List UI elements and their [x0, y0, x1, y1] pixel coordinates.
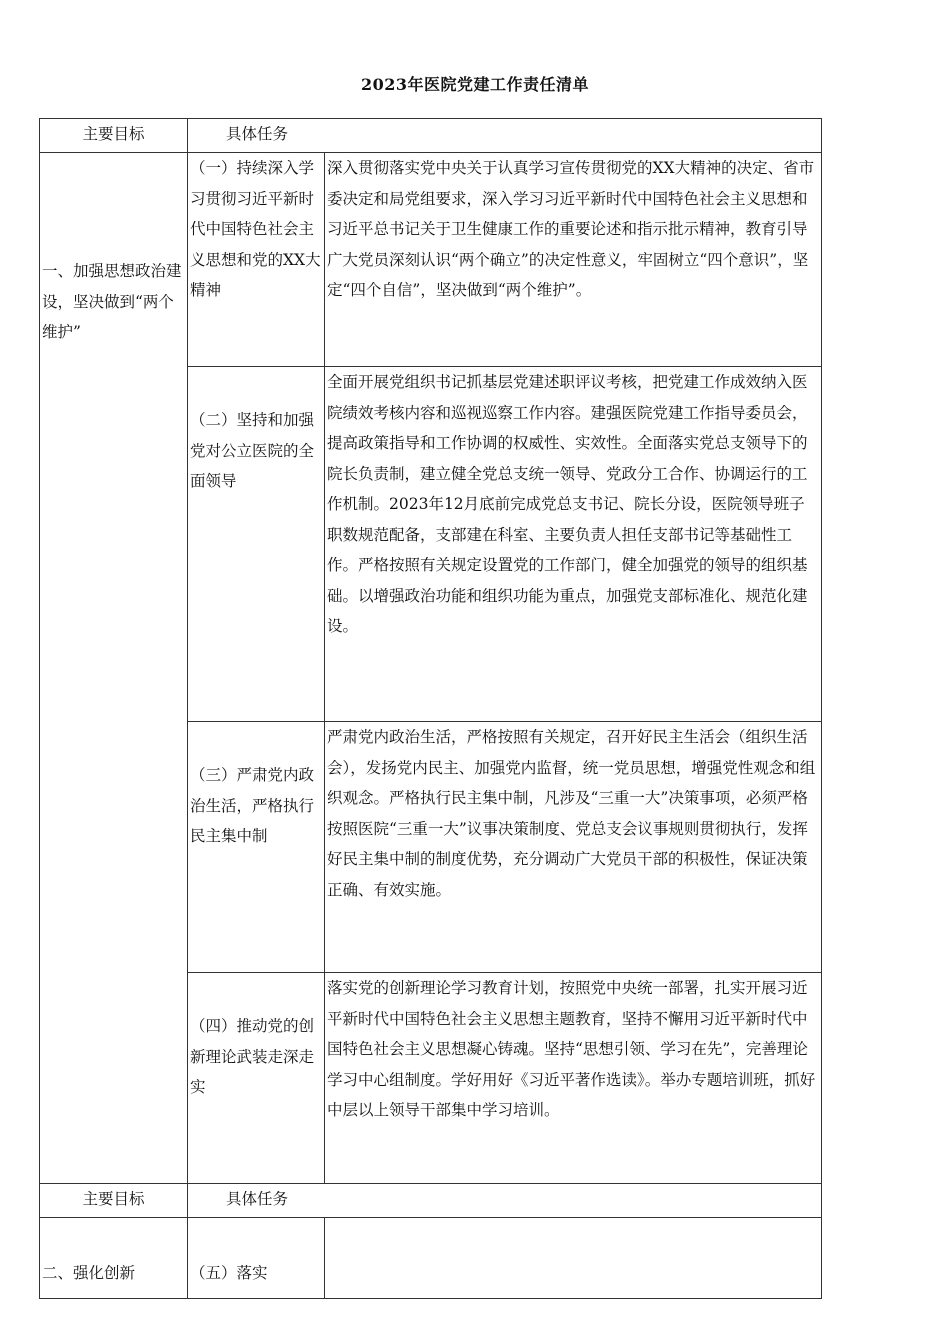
- goal-text: 二、强化创新: [42, 1264, 136, 1282]
- table-header-row: [40, 119, 822, 153]
- subtask-cell: [188, 367, 325, 722]
- header-goal: 主要目标: [40, 119, 188, 153]
- goal-cell-1: [40, 153, 188, 1184]
- task-description-cell: [325, 153, 822, 367]
- task-description: 落实党的创新理论学习教育计划，按照党中央统一部署，扎实开展习近平新时代中国特色社会主义思想主题教育，坚持不懈用习近平新时代中国特色社会主义思想凝心铸魂。坚持“思想引领、学习在先”，完善理论学习中心组制度。学好用好《习近平著作选读》。举办专题培训班，抓好中层以上领导干部集中学习培训。: [327, 979, 816, 1119]
- header-goal: 主要目标: [40, 1184, 188, 1218]
- table-row: [40, 1218, 822, 1299]
- subtask-cell: [188, 722, 325, 973]
- subtask-text: （五）落实: [190, 1264, 268, 1282]
- task-description-cell: [325, 367, 822, 722]
- table-row: [40, 153, 822, 367]
- header-task: 具体任务: [188, 1184, 822, 1218]
- goal-text: 一、加强思想政治建设，坚决做到“两个维护”: [42, 262, 182, 341]
- subtask-text: （三）严肃党内政治生活，严格执行民主集中制: [190, 766, 315, 845]
- responsibility-table: [39, 118, 822, 1299]
- task-description-cell: [325, 973, 822, 1184]
- header-task: 具体任务: [188, 119, 822, 153]
- task-description-cell: [325, 722, 822, 973]
- document-title: 2023年医院党建工作责任清单: [360, 75, 590, 94]
- subtask-text: （一）持续深入学习贯彻习近平新时代中国特色社会主义思想和党的XX大精神: [190, 159, 321, 299]
- task-description-cell: [325, 1218, 822, 1299]
- task-description: 深入贯彻落实党中央关于认真学习宣传贯彻党的XX大精神的决定、省市委决定和局党组要求，深入学习习近平新时代中国特色社会主义思想和习近平总书记关于卫生健康工作的重要论述和指示批示精神，教育引导广大党员深刻认识“两个确立”的决定性意义，牢固树立“四个意识”，坚定“四个自信”，坚决做到“两个维护”。: [327, 159, 815, 299]
- subtask-cell: [188, 973, 325, 1184]
- table-header-row-repeat: [40, 1184, 822, 1218]
- task-description: 全面开展党组织书记抓基层党建述职评议考核，把党建工作成效纳入医院绩效考核内容和巡视巡察工作内容。建强医院党建工作指导委员会，提高政策指导和工作协调的权威性、实效性。全面落实党总支领导下的院长负责制，建立健全党总支统一领导、党政分工合作、协调运行的工作机制。2023年12月底前完成党总支书记、院长分设，医院领导班子职数规范配备，支部建在科室、主要负责人担任支部书记等基础性工作。严格按照有关规定设置党的工作部门，健全加强党的领导的组织基础。以增强政治功能和组织功能为重点，加强党支部标准化、规范化建设。: [327, 373, 808, 635]
- goal-cell-2: [40, 1218, 188, 1299]
- subtask-cell: [188, 1218, 325, 1299]
- task-description: 严肃党内政治生活，严格按照有关规定，召开好民主生活会（组织生活会），发扬党内民主、加强党内监督，统一党员思想，增强党性观念和组织观念。严格执行民主集中制，凡涉及“三重一大”决策事项，必须严格按照医院“三重一大”议事决策制度、党总支会议事规则贯彻执行，发挥好民主集中制的制度优势，充分调动广大党员干部的积极性，保证决策正确、有效实施。: [327, 728, 816, 899]
- subtask-text: （四）推动党的创新理论武装走深走实: [190, 1017, 315, 1096]
- subtask-cell: [188, 153, 325, 367]
- subtask-text: （二）坚持和加强党对公立医院的全面领导: [190, 411, 315, 490]
